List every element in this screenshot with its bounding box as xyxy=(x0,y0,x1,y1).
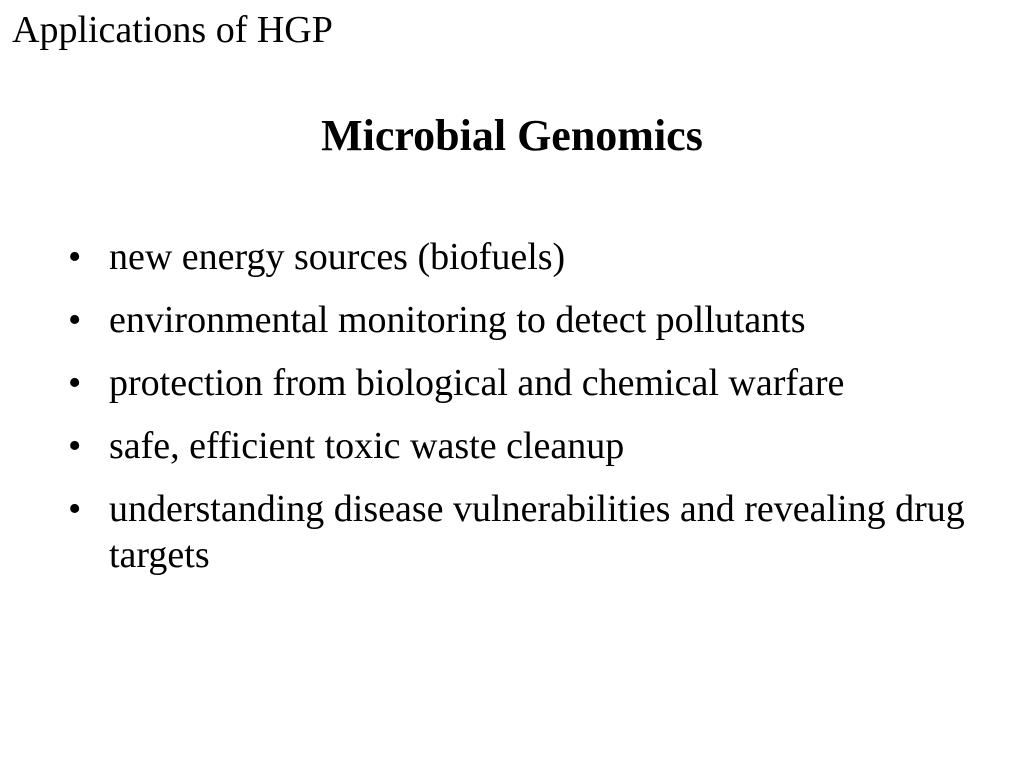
bullet-dot: • xyxy=(68,362,82,404)
list-item-text: new energy sources (biofuels) xyxy=(109,236,566,278)
list-item xyxy=(68,486,968,578)
bullet-list xyxy=(68,234,968,595)
list-item-text: understanding disease vulnerabilities and revealing drug targets xyxy=(109,488,965,576)
list-item xyxy=(68,360,968,406)
bullet-dot: • xyxy=(68,488,82,530)
header-label: Applications of HGP xyxy=(12,9,333,51)
list-item-text: protection from biological and chemical warfare xyxy=(109,362,845,404)
bullet-dot: • xyxy=(68,299,82,341)
bullet-dot: • xyxy=(68,425,82,467)
bullet-dot: • xyxy=(68,236,82,278)
list-item-text: environmental monitoring to detect pollutants xyxy=(109,299,806,341)
list-item xyxy=(68,234,968,280)
list-item-text: safe, efficient toxic waste cleanup xyxy=(109,425,625,467)
list-item xyxy=(68,423,968,469)
list-item xyxy=(68,297,968,343)
slide-title: Microbial Genomics xyxy=(321,111,703,160)
